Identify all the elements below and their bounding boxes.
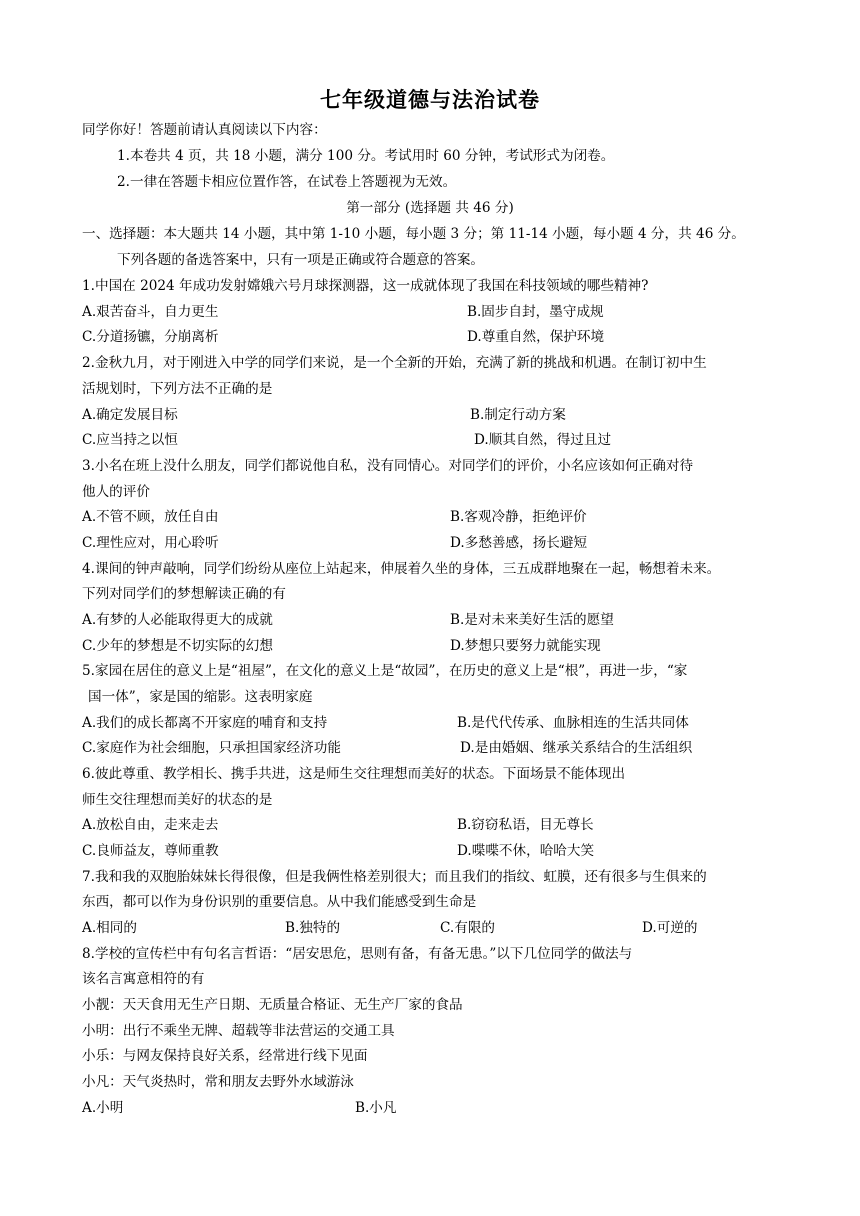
question-6-option-d: D.喋喋不休，哈哈大笑 bbox=[457, 843, 595, 859]
question-3-option-c: C.理性应对，用心聆听 bbox=[82, 535, 219, 551]
question-2-option-b: B.制定行动方案 bbox=[470, 407, 566, 423]
question-8-item-2: 小明：出行不乘坐无牌、超载等非法营运的交通工具 bbox=[82, 1023, 395, 1039]
question-7-stem-line-2: 东西，都可以作为身份识别的重要信息。从中我们能感受到生命是 bbox=[82, 894, 477, 910]
intro-rule-1: 1.本卷共 4 页，共 18 小题，满分 100 分。考试用时 60 分钟，考试形式为闭卷。 bbox=[117, 148, 615, 164]
question-8-item-3: 小乐：与网友保持良好关系，经常进行线下见面 bbox=[82, 1048, 368, 1064]
intro-rule-2: 2.一律在答题卡相应位置作答，在试卷上答题视为无效。 bbox=[117, 174, 457, 190]
question-6-option-b: B.窃窃私语，目无尊长 bbox=[457, 817, 594, 833]
question-4-option-d: D.梦想只要努力就能实现 bbox=[450, 638, 601, 654]
question-1-option-c: C.分道扬镳，分崩离析 bbox=[82, 329, 219, 345]
question-3-option-a: A.不管不顾，放任自由 bbox=[82, 509, 219, 525]
question-1-stem: 1.中国在 2024 年成功发射嫦娥六号月球探测器，这一成就体现了我国在科技领域的哪些精神? bbox=[82, 278, 649, 294]
section-heading: 一、选择题：本大题共 14 小题，其中第 1-10 小题，每小题 3 分；第 11-14 小题，每小题 4 分，共 46 分。 bbox=[82, 226, 745, 242]
question-4-option-b: B.是对未来美好生活的愿望 bbox=[450, 612, 614, 628]
question-1-option-a: A.艰苦奋斗，自力更生 bbox=[82, 304, 219, 320]
question-8-stem-line-1: 8.学校的宣传栏中有句名言哲语：“居安思危，思则有备，有备无患。”以下几位同学的做法与 bbox=[82, 946, 633, 962]
question-4-stem-line-2: 下列对同学们的梦想解读正确的有 bbox=[82, 586, 286, 602]
page-title: 七年级道德与法治试卷 bbox=[320, 87, 540, 112]
question-2-option-c: C.应当持之以恒 bbox=[82, 432, 178, 448]
question-8-option-a: A.小明 bbox=[82, 1100, 124, 1116]
question-6-option-c: C.良师益友，尊师重教 bbox=[82, 843, 219, 859]
question-5-option-c: C.家庭作为社会细胞，只承担国家经济功能 bbox=[82, 740, 341, 756]
question-7-option-d: D.可逆的 bbox=[642, 920, 698, 936]
intro-greeting: 同学你好！答题前请认真阅读以下内容： bbox=[82, 122, 327, 138]
question-8-item-4: 小凡：天气炎热时，常和朋友去野外水域游泳 bbox=[82, 1074, 354, 1090]
question-4-option-a: A.有梦的人必能取得更大的成就 bbox=[82, 612, 273, 628]
question-7-stem-line-1: 7.我和我的双胞胎妹妹长得很像，但是我俩性格差别很大；而且我们的指纹、虹膜，还有很多与生俱来的 bbox=[82, 869, 707, 885]
question-5-stem-line-1: 5.家园在居住的意义上是“祖屋”，在文化的意义上是“故园”，在历史的意义上是“根”，再进一步，“家 bbox=[82, 663, 688, 679]
question-2-stem-line-2: 活规划时，下列方法不正确的是 bbox=[82, 381, 273, 397]
question-3-option-b: B.客观冷静，拒绝评价 bbox=[450, 509, 587, 525]
question-3-stem-line-2: 他人的评价 bbox=[82, 484, 150, 500]
question-2-stem-line-1: 2.金秋九月，对于刚进入中学的同学们来说，是一个全新的开始，充满了新的挑战和机遇。在制订初中生 bbox=[82, 355, 707, 371]
question-5-option-d: D.是由婚姻、继承关系结合的生活组织 bbox=[460, 740, 693, 756]
question-6-stem-line-2: 师生交往理想而美好的状态的是 bbox=[82, 792, 273, 808]
question-1-option-b: B.固步自封，墨守成规 bbox=[467, 304, 604, 320]
question-5-option-b: B.是代代传承、血脉相连的生活共同体 bbox=[457, 715, 689, 731]
question-3-stem-line-1: 3.小名在班上没什么朋友，同学们都说他自私，没有同情心。对同学们的评价，小名应该如何正确对待 bbox=[82, 458, 694, 474]
question-1-option-d: D.尊重自然，保护环境 bbox=[467, 329, 605, 345]
question-7-option-b: B.独特的 bbox=[285, 920, 341, 936]
question-5-stem-line-2: 国一体”，家是国的缩影。这表明家庭 bbox=[88, 689, 313, 705]
question-2-option-a: A.确定发展目标 bbox=[82, 407, 178, 423]
question-4-stem-line-1: 4.课间的钟声敲响，同学们纷纷从座位上站起来，伸展着久坐的身体，三五成群地聚在一起，畅想着未来。 bbox=[82, 561, 721, 577]
question-7-option-c: C.有限的 bbox=[440, 920, 496, 936]
question-5-option-a: A.我们的成长都离不开家庭的哺育和支持 bbox=[82, 715, 328, 731]
question-3-option-d: D.多愁善感，扬长避短 bbox=[450, 535, 588, 551]
question-2-option-d: D.顺其自然，得过且过 bbox=[474, 432, 612, 448]
question-4-option-c: C.少年的梦想是不切实际的幻想 bbox=[82, 638, 273, 654]
question-8-item-1: 小靓：天天食用无生产日期、无质量合格证、无生产厂家的食品 bbox=[82, 997, 463, 1013]
question-6-stem-line-1: 6.彼此尊重、教学相长、携手共进，这是师生交往理想而美好的状态。下面场景不能体现出 bbox=[82, 766, 626, 782]
part-header: 第一部分 (选择题 共 46 分) bbox=[346, 200, 514, 216]
question-8-option-b: B.小凡 bbox=[355, 1100, 397, 1116]
section-instruction: 下列各题的备选答案中，只有一项是正确或符合题意的答案。 bbox=[117, 252, 485, 268]
question-8-stem-line-2: 该名言寓意相符的有 bbox=[82, 971, 205, 987]
question-7-option-a: A.相同的 bbox=[82, 920, 137, 936]
question-6-option-a: A.放松自由，走来走去 bbox=[82, 817, 219, 833]
